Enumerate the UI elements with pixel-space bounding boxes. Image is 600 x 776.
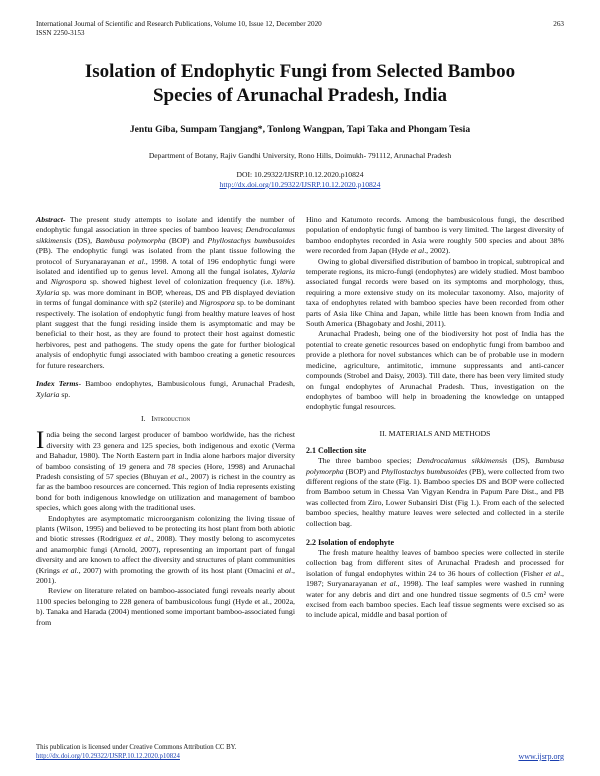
page-number: 263	[553, 20, 564, 28]
methods-heading: II. MATERIALS AND METHODS	[379, 428, 491, 438]
doi-label: DOI: 10.29322/IJSRP.10.12.2020.p10824	[236, 170, 364, 179]
subsection-isolation: 2.2 Isolation of endophyte	[306, 537, 395, 547]
intro-paragraph-2: Endophytes are asymptomatic microorganism colonizing the living tissue of plants (Wilson, 1995) and believed to be protecting its host plant from both abiotic and biotic stresses (Rodriguez et al., 2008). They mostly belong to ascomycetes and anamorphic fungi (Arnold, 2007), representing an important part of fungal diversity and are known to affect the diversity and structures of plant communities (Krings et al., 2007) with promoting the growth of its host plant (Omacini et al., 2001).	[36, 513, 295, 585]
issn: ISSN 2250-3153	[36, 29, 85, 37]
authors: Jentu Giba, Sumpam Tangjang*, Tonlong Wangpan, Tapi Taka and Phongam Tesia	[129, 124, 471, 135]
isolation-paragraph: The fresh mature healthy leaves of bamboo species were collected in sterile collection bag from different sites of Arunachal Pradesh and processed for isolation of fungal endophytes within 24 to 36 hours of collection (Fisher et al., 1987; Suryanarayanan et al., 1998). The leaf samples were washed in running water for any debris and dirt and one hundred tissue segments of 0.5 cm² were excised from each bamboo species. Each leaf tissue segments were excised so as to include apical, middle and basal portion of	[306, 547, 564, 620]
site-link[interactable]: www.ijsrp.org	[518, 752, 564, 761]
intro-heading: I. Introduction	[140, 413, 191, 423]
title-line-2: Species of Arunachal Pradesh, India	[152, 85, 447, 106]
subsection-collection-site: 2.1 Collection site	[306, 446, 367, 456]
right-column	[306, 215, 564, 621]
intro-paragraph-3: Review on literature related on bamboo-associated fungi reveals nearly about 1100 species belonging to 228 genera of bambusicolous fungi (Hyde et al., 2002a, b). Tanaka and Harada (2004) mentioned some important bamboo-associated fungi from	[36, 586, 295, 627]
journal-header	[36, 20, 322, 38]
doi-link[interactable]: http://dx.doi.org/10.29322/IJSRP.10.12.2020.p10824	[219, 180, 381, 189]
license-note: This publication is licensed under Creative Commons Attribution CC BY.	[36, 744, 237, 751]
left-column	[36, 215, 295, 628]
footer-site	[518, 752, 564, 762]
title-line-1: Isolation of Endophytic Fungi from Selected Bamboo	[84, 61, 516, 82]
abstract-label: Abstract-	[36, 215, 66, 224]
intro-paragraph-4: Owing to global diversified distribution of bamboo in tropical, subtropical and temperate regions, its micro-fungi (endophytes) are widely studied. Most bamboo associated fungal records were based on its symptoms and morphology, thus, requiring a more extensive study on its molecular taxonomy. Also, majority of taxa of endophytes related with bamboo species have been recorded from other parts of Asia like China and Japan, while little has been known from India and South America (Bhagobaty and Joshi, 2011).	[306, 256, 564, 329]
paper-title	[30, 60, 570, 108]
collection-site-paragraph: The three bamboo species; Dendrocalamus sikkimensis (DS), Bambusa polymorpha (BOP) and Phyllostachys bumbusoides (PB), were collected from two different regions of the state (Fig. 1). Bamboo species DS and BOP were collected from Bamboo setum in Chessa Van Vigyan Kendra in Papum Pare Dist., and PB was collected from Ziro, Lower Subansiri Dist (Fig 1.). From each of the selected bamboo species, healthy mature leaves were selected and collected in a sterile collection bag.	[306, 456, 565, 528]
intro-paragraph-3-cont: Hino and Katumoto records. Among the bambusicolous fungi, the described population of endophytic fungi of bamboo is very limited. The largest diversity of bamboo endophytes recorded in Asia were roughly 500 species and about 38% were recorded from Japan (Hyde et al., 2002).	[306, 215, 564, 256]
abstract: Abstract- The present study attempts to isolate and identify the number of endophytic fungal association in three species of bamboo leaves; Dendrocalamus sikkimensis (DS), Bambusa polymorpha (BOP) and Phyllostachys bumbusoides (PB). The endophytic fungi was isolated from the plant tissue following the protocol of Suryanarayanan et al., 1998. A total of 196 endophytic fungi were isolated and identified up to genus level. Among all the fungal isolates, Xylaria and Nigrospora sp. showed highest level of colonization frequency (i.e. 18%). Xylaria sp. was more dominant in BOP, whereas, DS and PB displayed deviation in terms of fungal dominance with sp2 (sterile) and Nigrospora sp. to be dominant respectively. The isolation of endophytic fungi from healthy mature leaves of host plant suggest that the fungi residing inside them is asymptomatic and may be beneficial to their host, as they are found to protect their host against domestic herbivores, pest and pathogens. The study opens the gate for further biological analysis of endophytic fungi associated with bamboo creating a genetic resources for future researchers.	[36, 215, 295, 370]
intro-paragraph-1: India being the second largest producer of bamboo worldwide, has the richest diversity with 23 genera and 125 species, both indigenous and exotic (Verma and Bahadur, 1980). The North Eastern part in India alone harbors major diversity of bamboo consisting of 19 genera and 78 species (Hore, 1998) and Arunachal Pradesh consisting of 57 species (Bhuyan et al., 2007) is richest in the country as far as the bamboo resources are concerned. This region of India represents existing bond for both indigenous knowledge on utilization and management of bamboo species, which goes along with the traditional uses.	[36, 427, 295, 513]
affiliation: Department of Botany, Rajiv Gandhi University, Rono Hills, Doimukh- 791112, Arunachal Pradesh	[148, 151, 452, 160]
index-terms-label: Index Terms	[36, 379, 79, 389]
footer	[36, 743, 236, 761]
doi-block	[30, 170, 570, 190]
index-terms: Index Terms- Bamboo endophytes, Bambusicolous fungi, Arunachal Pradesh, Xylaria sp.	[36, 379, 296, 399]
footer-doi-link[interactable]: http://dx.doi.org/10.29322/IJSRP.10.12.2020.p10824	[36, 753, 180, 760]
journal-name: International Journal of Scientific and Research Publications, Volume 10, Issue 12, December 2020	[36, 20, 322, 28]
intro-paragraph-5: Arunachal Pradesh, being one of the biodiversity hot post of India has the potential to create genetic resources based on endophytic fungi from bamboo and provide a plethora for novel substances which can be of probable use in modern medicine, agriculture, antimitotic, immune suppressants and anti-cancer compounds (Strobel and Daisy, 2003). Till date, there has been very limited study on fungal endophytes of Arunachal Pradesh. Thus, investigation on the endophytes of bamboo will help in broadening the knowledge on untapped endophytic fungal resources.	[306, 329, 564, 412]
drop-cap: I	[36, 427, 45, 455]
